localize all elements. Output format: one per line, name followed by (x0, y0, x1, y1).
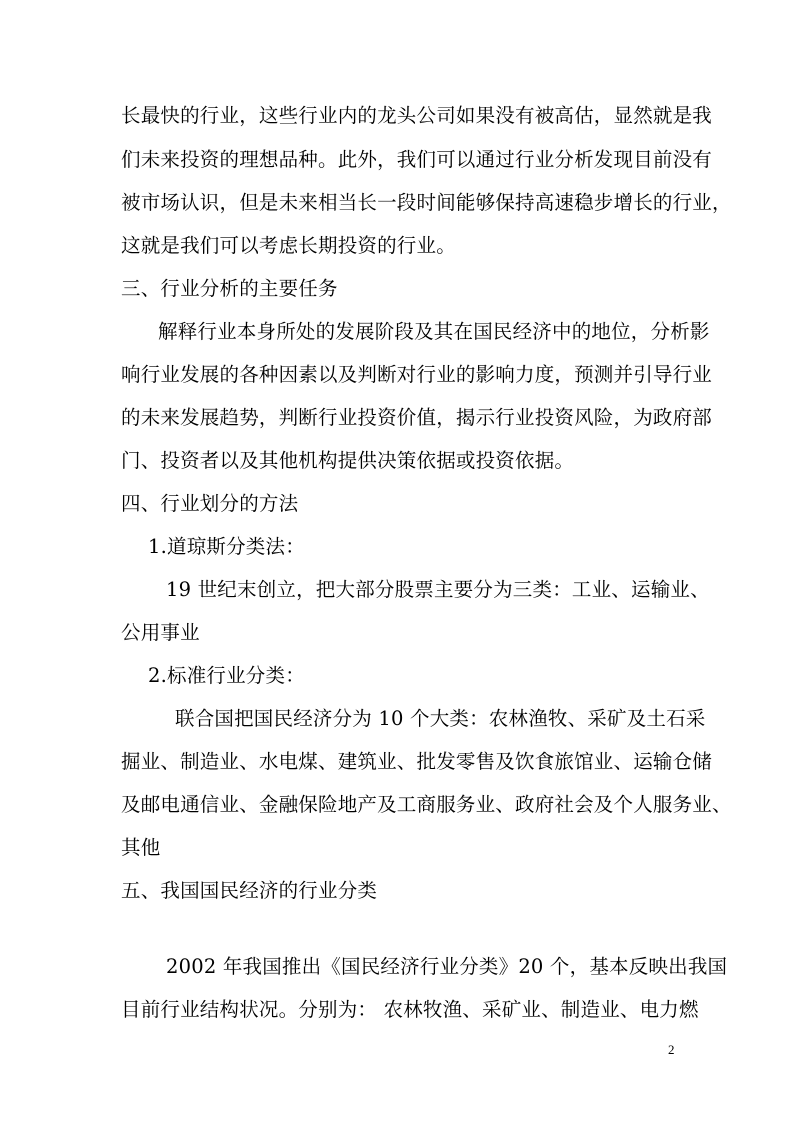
paragraph-line: 2002 年我国推出《国民经济行业分类》20 个，基本反映出我国 (166, 955, 728, 978)
paragraph-line: 掘业、制造业、水电煤、建筑业、批发零售及饮食旅馆业、运输仓储 (121, 750, 713, 773)
paragraph-line: 公用事业 (121, 621, 200, 644)
paragraph-line: 及邮电通信业、金融保险地产及工商服务业、政府社会及个人服务业、 (121, 793, 732, 816)
paragraph-line: 目前行业结构状况。分别为： 农林牧渔、采矿业、制造业、电力燃 (121, 998, 699, 1021)
page-number: 2 (668, 1042, 675, 1057)
paragraph-line: 响行业发展的各种因素以及判断对行业的影响力度，预测并引导行业 (121, 363, 713, 386)
paragraph-line: 门、投资者以及其他机构提供决策依据或投资依据。 (121, 449, 575, 472)
paragraph-line: 被市场认识，但是未来相当长一段时间能够保持高速稳步增长的行业， (121, 191, 732, 214)
subsection-heading: 1.道琼斯分类法： (148, 535, 305, 558)
paragraph-line: 联合国把国民经济分为 10 个大类：农林渔牧、采矿及土石采 (175, 707, 706, 730)
paragraph-line: 19 世纪末创立，把大部分股票主要分为三类：工业、运输业、 (166, 578, 710, 601)
subsection-heading: 2.标准行业分类： (148, 664, 305, 687)
paragraph-line: 长最快的行业，这些行业内的龙头公司如果没有被高估，显然就是我 (121, 104, 713, 127)
paragraph-line: 解释行业本身所处的发展阶段及其在国民经济中的地位，分析影 (158, 320, 710, 343)
paragraph-line: 的未来发展趋势，判断行业投资价值，揭示行业投资风险，为政府部 (121, 406, 713, 429)
paragraph-line: 们未来投资的理想品种。此外，我们可以通过行业分析发现目前没有 (121, 148, 713, 171)
paragraph-line: 这就是我们可以考虑长期投资的行业。 (121, 234, 456, 257)
section-heading: 三、行业分析的主要任务 (121, 277, 338, 300)
section-heading: 四、行业划分的方法 (121, 492, 299, 515)
paragraph-line: 其他 (121, 836, 161, 859)
section-heading: 五、我国国民经济的行业分类 (121, 879, 378, 902)
